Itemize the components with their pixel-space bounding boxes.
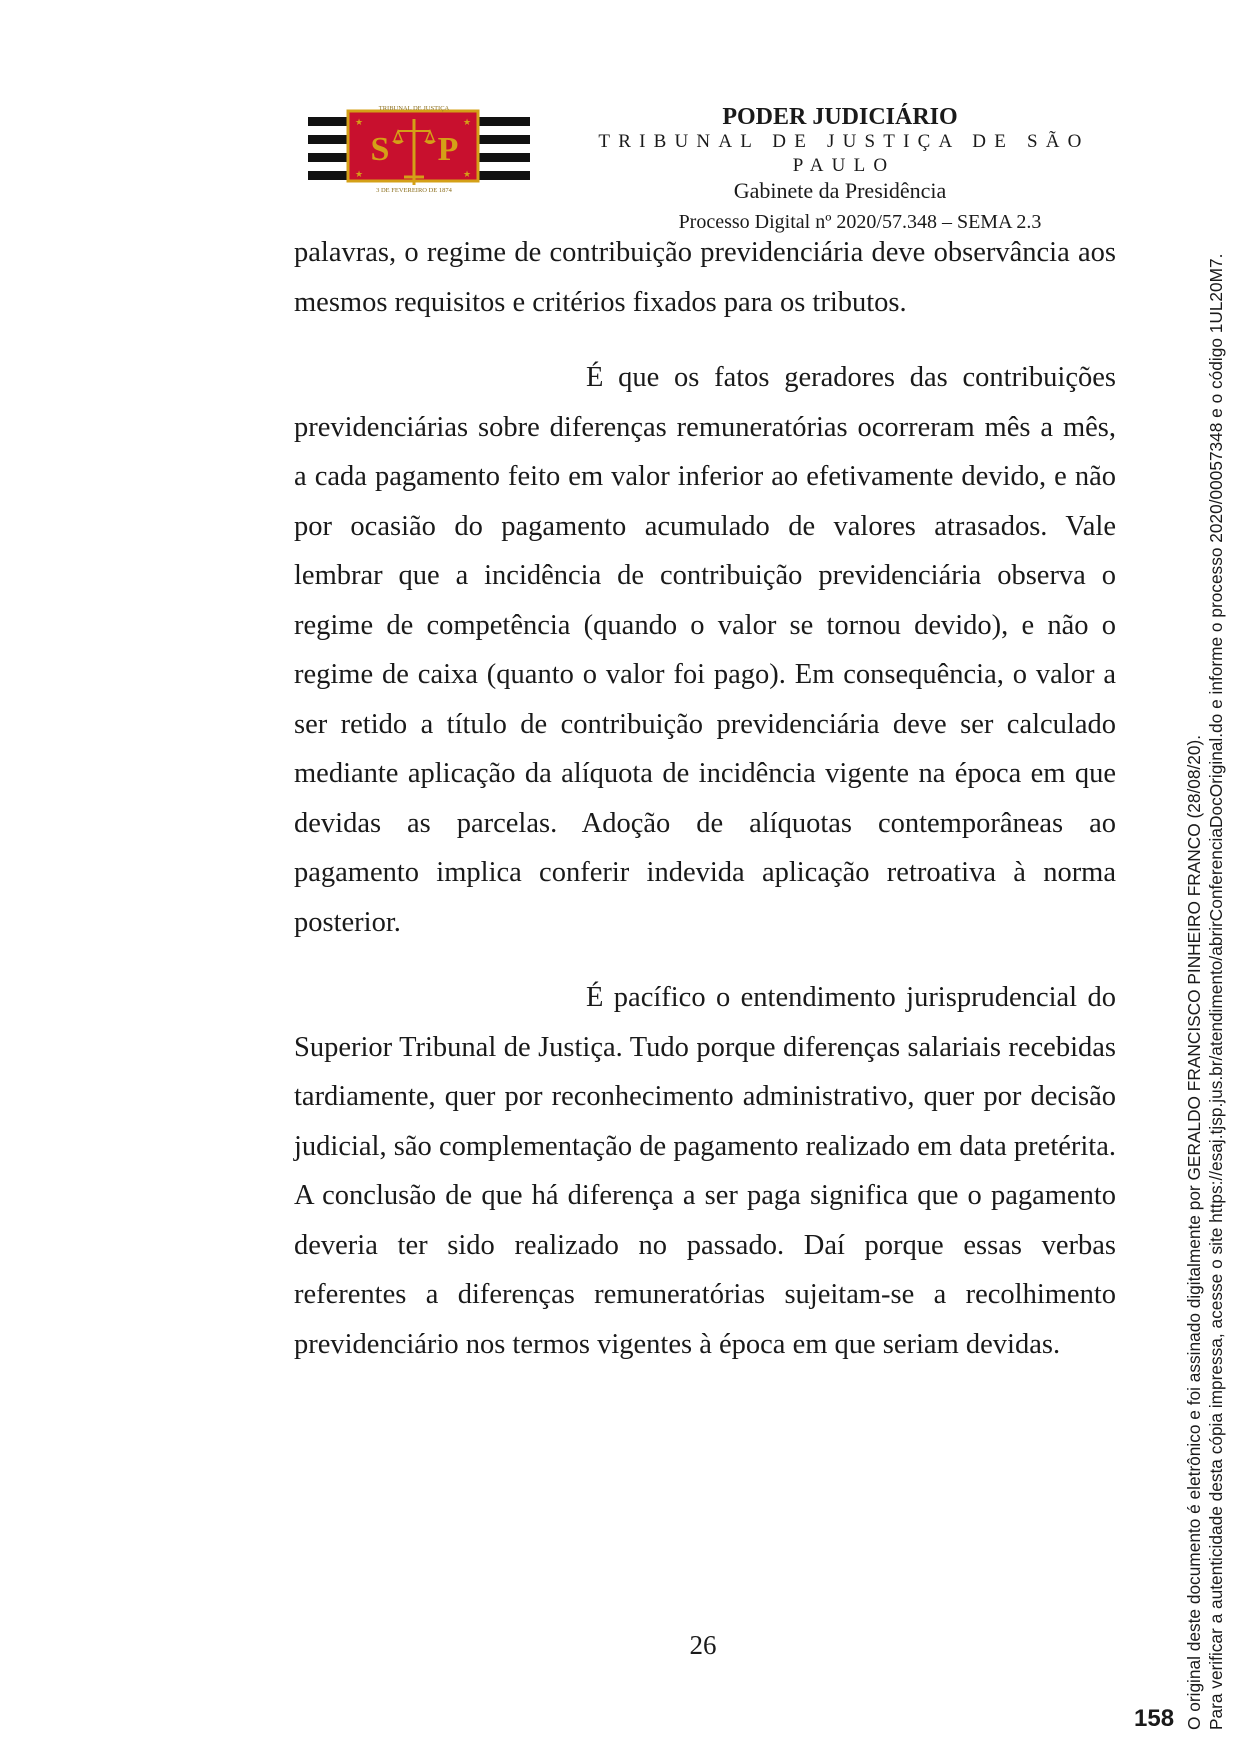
paragraph: É que os fatos geradores das contribuições previdenciárias sobre diferenças remuneratórias ocorreram mês a mês, a cada pagamento feito em valor inferior ao efetivamente devido, e não por ocasião do pagamento acumulado de valores atrasados. Vale lembrar que a incidência de contribuição previdenciária observa o regime de competência (quando o valor se tornou devido), e não o regime de caixa (quanto o valor foi pago). Em consequência, o valor a ser retido a título de contribuição previdenciária deve ser calculado mediante aplicação da alíquota de incidência vigente na época em que devidas as parcelas. Adoção de alíquotas contemporâneas ao pagamento implica conferir indevida aplicação retroativa à norma posterior. xyxy=(294,362,1116,938)
digital-signature-note xyxy=(1183,250,1241,1730)
tribunal-name: TRIBUNAL DE JUSTIÇA DE SÃO PAULO xyxy=(598,131,1090,176)
signature-line: O original deste documento é eletrônico e foi assinado digitalmente por GERALDO FRANCISCO PINHEIRO FRANCO (28/08/20). xyxy=(1184,734,1204,1730)
svg-text:★: ★ xyxy=(463,118,472,128)
svg-text:★: ★ xyxy=(355,118,364,128)
paragraph: É pacífico o entendimento jurisprudencial do Superior Tribunal de Justiça. Tudo porque diferenças salariais recebidas tardiamente, quer por reconhecimento administrativo, quer por decisão judicial, são complementação de pagamento realizado em data pretérita. A conclusão de que há diferença a ser paga significa que o pagamento deveria ter sido realizado no passado. Daí porque essas verbas referentes a diferenças remuneratórias sujeitam-se a recolhimento previdenciário nos termos vigentes à época em que seriam devidas. xyxy=(294,982,1116,1360)
tjsp-coat-of-arms-logo xyxy=(308,105,530,193)
process-number: Processo Digital nº 2020/57.348 – SEMA 2.3 xyxy=(678,211,1042,233)
court-name: PODER JUDICIÁRIO xyxy=(722,104,958,130)
document-header xyxy=(540,104,1140,240)
verification-line: Para verificar a autenticidade desta cópia impressa, acesse o site https://esaj.tjsp.jus.br/atendimento/abrirConferenciaDocOriginal.do e informe o processo 2020/00057348 e o código 1UL20M7. xyxy=(1206,253,1226,1730)
svg-text:★: ★ xyxy=(463,170,472,180)
svg-text:TRIBUNAL DE JUSTIÇA: TRIBUNAL DE JUSTIÇA xyxy=(378,105,450,112)
paragraph: palavras, o regime de contribuição previdenciária deve observância aos mesmos requisitos e critérios fixados para os tributos. xyxy=(294,237,1116,318)
svg-text:★: ★ xyxy=(355,170,364,180)
svg-text:P: P xyxy=(437,131,459,168)
document-body xyxy=(294,228,1116,1369)
svg-text:3 DE FEVEREIRO DE 1874: 3 DE FEVEREIRO DE 1874 xyxy=(376,187,452,193)
svg-text:S: S xyxy=(370,131,390,168)
page-number: 26 xyxy=(689,1630,717,1660)
folio-number: 158 xyxy=(1134,1705,1175,1732)
office-name: Gabinete da Presidência xyxy=(733,178,947,203)
